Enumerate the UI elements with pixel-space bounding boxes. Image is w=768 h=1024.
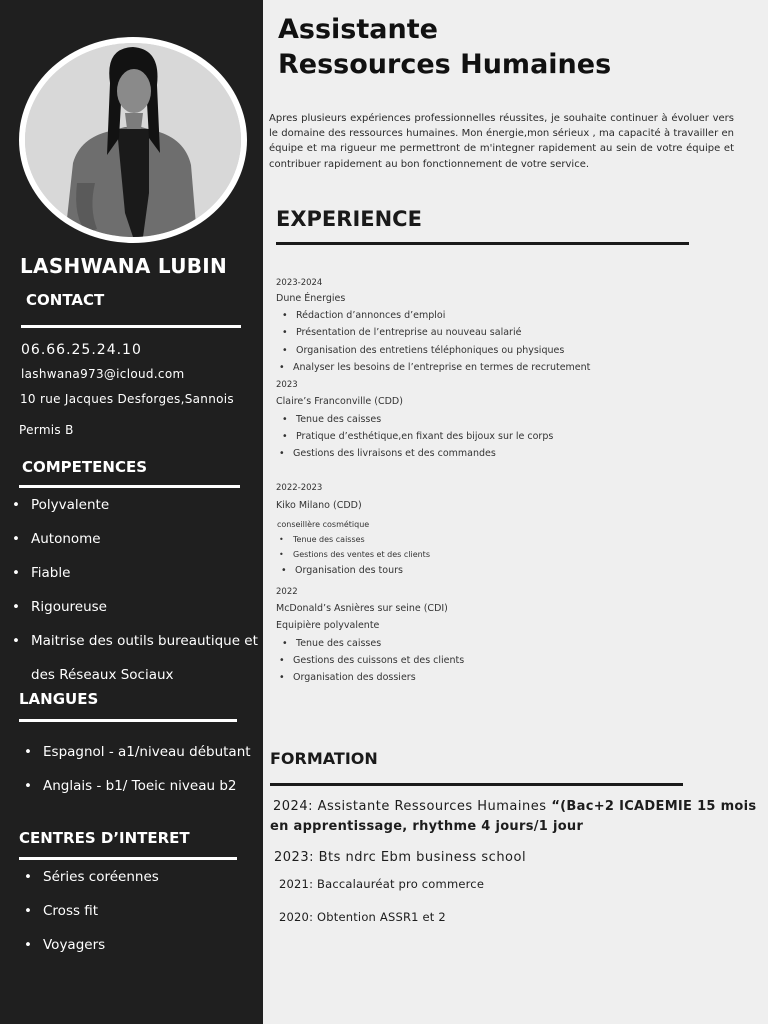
- experience-divider: [276, 242, 689, 245]
- interets-heading: CENTRES D’INTERET: [19, 829, 190, 847]
- list-item: • Rigoureuse: [31, 599, 107, 615]
- list-item: • Rédaction d’annonces d’emploi: [296, 310, 445, 321]
- job-role: Equipière polyvalente: [276, 620, 380, 631]
- contact-license: Permis B: [19, 423, 74, 437]
- job-company: Dune Énergies: [276, 293, 346, 304]
- profile-photo: [25, 43, 241, 237]
- list-item: • Analyser les besoins de l’entreprise en termes de recrutement: [293, 362, 590, 373]
- job-date: 2023: [276, 380, 298, 390]
- formation-item-bold: “(Bac+2 ICADEMIE 15 mois: [546, 799, 757, 814]
- job-date: 2022-2023: [276, 483, 323, 493]
- competences-heading: COMPETENCES: [22, 458, 148, 476]
- list-item: • Cross fit: [43, 903, 98, 919]
- formation-item: [273, 799, 756, 814]
- formation-item: 2020: Obtention ASSR1 et 2: [279, 910, 446, 924]
- formation-item: 2023: Bts ndrc Ebm business school: [274, 850, 527, 865]
- list-item: • Séries coréennes: [43, 869, 159, 885]
- job-company: McDonald’s Asnières sur seine (CDI): [276, 603, 448, 614]
- job-title-line1: Assistante: [278, 14, 438, 45]
- list-item: • Tenue des caisses: [293, 535, 365, 544]
- list-item: • Fiable: [31, 565, 70, 581]
- contact-address: 10 rue Jacques Desforges,Sannois: [20, 392, 234, 406]
- list-item: • Organisation des dossiers: [293, 672, 416, 683]
- list-item: • Pratique d’esthétique,en fixant des bijoux sur le corps: [296, 431, 553, 442]
- list-item: • Gestions des livraisons et des commandes: [293, 448, 496, 459]
- langues-divider: [19, 719, 237, 722]
- contact-email: lashwana973@icloud.com: [21, 367, 185, 381]
- formation-item-continuation: [270, 819, 583, 834]
- list-item: • Maitrise des outils bureautique et: [31, 633, 258, 649]
- list-item: • Présentation de l’entreprise au nouveau salarié: [296, 327, 521, 338]
- list-item: • Polyvalente: [31, 497, 109, 513]
- profile-photo-frame: [19, 37, 247, 243]
- contact-heading: CONTACT: [26, 291, 105, 309]
- job-role: conseillère cosmétique: [277, 520, 370, 529]
- langues-heading: LANGUES: [19, 690, 99, 708]
- list-item: • Gestions des cuissons et des clients: [293, 655, 464, 666]
- competences-continuation: des Réseaux Sociaux: [31, 667, 174, 683]
- job-title: [278, 12, 611, 82]
- job-title-line2: Ressources Humaines: [278, 49, 612, 80]
- list-item: • Tenue des caisses: [296, 638, 381, 649]
- intro-paragraph: Apres plusieurs expériences professionnelles réussites, je souhaite continuer à évoluer vers le domaine des ressources humaines. Mon énergie,mon sérieux , ma capacité à travailler en équipe et ma rigueur me permettront de m'integner rapidement au sein de votre équipe et contribuer rapidement au bon fonctionnement de votre service.: [269, 113, 734, 170]
- list-item: • Anglais - b1/ Toeic niveau b2: [43, 778, 236, 794]
- contact-phone: 06.66.25.24.10: [21, 342, 142, 358]
- list-item: • Espagnol - a1/niveau débutant: [43, 744, 251, 760]
- formation-item-text: 2024: Assistante Ressources Humaines: [273, 799, 547, 814]
- job-company: Claire’s Franconville (CDD): [276, 396, 403, 407]
- list-item: • Organisation des tours: [295, 565, 403, 576]
- contact-divider: [21, 325, 241, 328]
- person-silhouette-icon: [25, 43, 241, 237]
- list-item: • Tenue des caisses: [296, 414, 381, 425]
- sidebar: [0, 0, 263, 1024]
- formation-item: 2021: Baccalauréat pro commerce: [279, 877, 485, 891]
- list-item: • Autonome: [31, 531, 101, 547]
- formation-heading: FORMATION: [270, 749, 378, 768]
- list-item: • Organisation des entretiens téléphoniques ou physiques: [296, 345, 564, 356]
- job-company: Kiko Milano (CDD): [276, 500, 362, 511]
- candidate-name: LASHWANA LUBIN: [20, 254, 228, 278]
- job-date: 2022: [276, 587, 298, 597]
- job-date: 2023-2024: [276, 278, 323, 288]
- experience-heading: EXPERIENCE: [276, 207, 422, 231]
- list-item: • Gestions des ventes et des clients: [293, 550, 430, 559]
- formation-divider: [270, 783, 683, 786]
- list-item: • Voyagers: [43, 937, 105, 953]
- competences-divider: [19, 485, 240, 488]
- interets-divider: [19, 857, 237, 860]
- formation-item-bold: en apprentissage, rhythme 4 jours/1 jour: [270, 819, 584, 834]
